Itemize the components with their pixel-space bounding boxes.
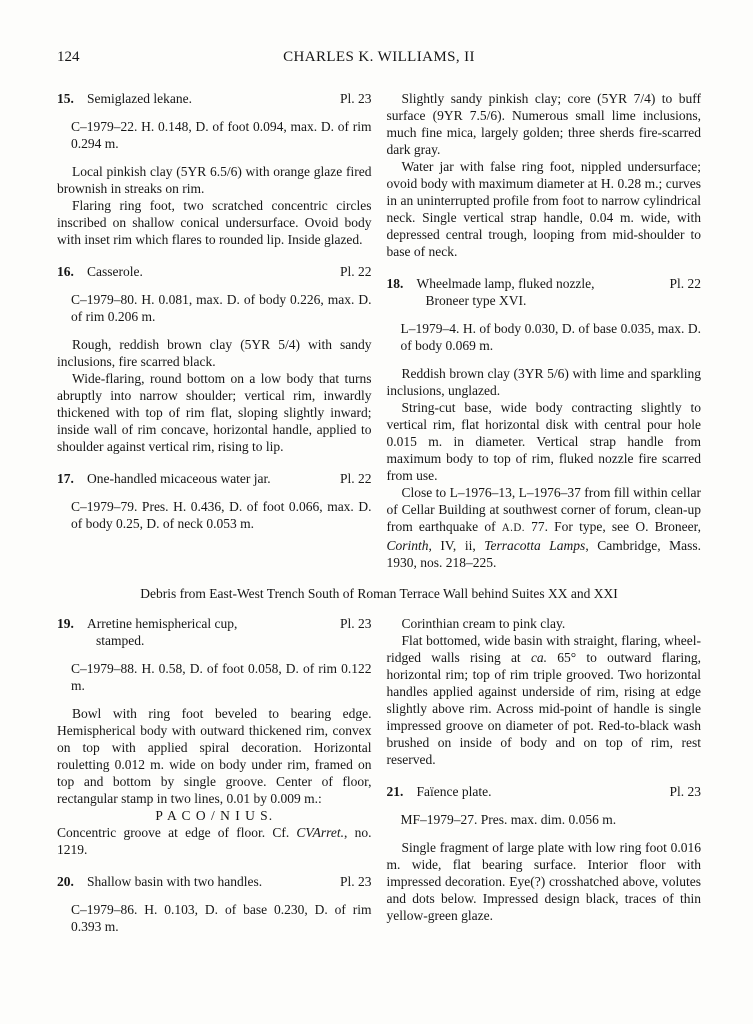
plate-reference: Pl. 23 (339, 91, 372, 106)
catalog-entry: C–1979–79. Pres. H. 0.436, D. of foot 0.066, max. D. of body 0.25, D. of neck 0.053 m. (71, 499, 372, 531)
paragraph: Single fragment of large plate with low ring foot 0.016 m. wide, flat bearing surface. Interior floor with impressed decoration. Eye(?) crosshatched above, volutes and dots below. Impressed design black, traces of thin yellow-green glaze. (386, 840, 701, 923)
paragraph: Wide-flaring, round bottom on a low body that turns abruptly into narrow shoulder; vertical rim, inwardly thickened with top of rim flat, sloping slightly inward; inside wall of rim concave, horizontal handle, applied to shoulder against vertical rim, rising to lip. (57, 371, 372, 454)
paragraph: Close to L–1976–13, L–1976–37 from fill within cellar of Cellar Building at southwest corner of forum, clean-up from earthquake of A.D. 77. For type, see O. Broneer, Corinth, IV, ii, Terracotta Lamps, Cambridge, Mass. 1930, nos. 218–225. (386, 485, 701, 570)
paragraph: Slightly sandy pinkish clay; core (5YR 7/4) to buff surface (9YR 7.5/6). Numerous small lime inclusions, much fine mica, largely golden; three sherds fire-scarred dark gray. (386, 91, 701, 157)
paragraph: Rough, reddish brown clay (5YR 5/4) with sandy inclusions, fire scarred black. (57, 337, 372, 369)
catalog-entry: C–1979–86. H. 0.103, D. of base 0.230, D. of rim 0.393 m. (71, 902, 372, 934)
plate-reference: Pl. 22 (669, 276, 701, 291)
entry-19-heading (57, 615, 372, 649)
paragraph: Concentric groove at edge of floor. Cf. CVArret., no. 1219. (57, 825, 372, 857)
paragraph: Bowl with ring foot beveled to bearing edge. Hemispherical body with outward thickened rim, convex on top with applied spiral decoration. Horizontal rouletting 0.012 m. wide on body under rim, framed on top and bottom by single groove. Center of floor, rectangular stamp in two lines, 0.01 by 0.009 m.: (57, 706, 372, 806)
entry-18-heading (387, 275, 702, 309)
entry-title-line2: stamped. (96, 633, 145, 648)
paragraph: Local pinkish clay (5YR 6.5/6) with orange glaze fired brownish in streaks on rim. (57, 164, 372, 196)
entry-title: Casserole. (87, 264, 143, 279)
paragraph: Water jar with false ring foot, nippled undersurface; ovoid body with maximum diameter at H. 0.28 m.; curves in an uninterrupted profile from foot to narrow cylindrical neck. Single vertical strap handle, 0.04 m. wide, with depressed central trough, looping from mid-shoulder to base of neck. (386, 159, 701, 259)
catalog-entry: MF–1979–27. Pres. max. dim. 0.056 m. (400, 812, 617, 827)
entry-number: 16. (57, 264, 74, 279)
catalog-entry: C–1979–80. H. 0.081, max. D. of body 0.226, max. D. of rim 0.206 m. (71, 292, 372, 324)
column-top-left (57, 90, 372, 571)
entry-15-heading (57, 90, 372, 107)
entry-number: 15. (57, 91, 74, 106)
plate-reference: Pl. 23 (669, 784, 701, 799)
entry-number: 20. (57, 874, 74, 889)
column-bottom-right (387, 615, 702, 946)
page-header (57, 48, 701, 66)
catalog-entry: C–1979–22. H. 0.148, D. of foot 0.094, max. D. of rim 0.294 m. (71, 119, 372, 151)
entry-16-heading (57, 263, 372, 280)
page-number: 124 (57, 49, 80, 65)
entry-title: One-handled micaceous water jar. (87, 471, 271, 486)
plate-reference: Pl. 23 (339, 616, 372, 631)
entry-number: 19. (57, 616, 74, 631)
section-heading: Debris from East-West Trench South of Roman Terrace Wall behind Suites XX and XXI (140, 586, 618, 601)
stamp-text: P A C O / N I U S. (155, 808, 274, 823)
paragraph: Flaring ring foot, two scratched concentric circles inscribed on shallow conical undersurface. Ovoid body with inset rim which flares to rounded lip. Inside glazed. (57, 198, 372, 247)
entry-title: Faïence plate. (416, 784, 492, 799)
plate-reference: Pl. 22 (339, 471, 372, 486)
paragraph: Reddish brown clay (3YR 5/6) with lime and sparkling inclusions, unglazed. (386, 366, 701, 398)
entry-title-line1: Wheelmade lamp, fluked nozzle, (416, 276, 595, 291)
entry-number: 17. (57, 471, 74, 486)
entry-20-heading (57, 873, 372, 890)
entry-title-line1: Arretine hemispherical cup, (87, 616, 238, 631)
catalog-entry: L–1979–4. H. of body 0.030, D. of base 0.035, max. D. of body 0.069 m. (400, 321, 701, 353)
entry-title-line2: Broneer type XVI. (425, 293, 527, 308)
entry-title (417, 275, 664, 309)
column-bottom-left (57, 615, 372, 946)
paragraph: String-cut base, wide body contracting slightly to vertical rim, flat horizontal disk with central pour hole 0.015 m. in diameter. Vertical strap handle from maximum body to top of rim, fluked nozzle fire scarred from use. (386, 400, 701, 483)
entry-title (87, 615, 334, 649)
entry-title: Semiglazed lekane. (87, 91, 192, 106)
paragraph: Flat bottomed, wide basin with straight, flaring, wheel-ridged walls rising at ca. 65° to outward flaring, horizontal rim; top of rim triple grooved. Two horizontal handles applied against underside of rim, rising at edge slightly above rim. Across mid-point of handle is single impressed groove on diameter of pot. Red-to-black wash brushed on inside of body and on top of rim, rest reserved. (386, 633, 702, 767)
entry-number: 21. (386, 784, 404, 799)
bottom-section (57, 615, 701, 946)
catalog-entry: C–1979–88. H. 0.58, D. of foot 0.058, D. of rim 0.122 m. (71, 661, 372, 693)
plate-reference: Pl. 22 (339, 264, 372, 279)
entry-17-heading (57, 470, 372, 487)
plate-reference: Pl. 23 (339, 874, 372, 889)
top-section (57, 90, 701, 571)
entry-number: 18. (386, 276, 404, 291)
entry-title: Shallow basin with two handles. (87, 874, 263, 889)
paragraph: Corinthian cream to pink clay. (401, 616, 566, 631)
entry-21-heading (387, 783, 702, 800)
running-title: CHARLES K. WILLIAMS, II (283, 49, 475, 65)
column-top-right (387, 90, 702, 571)
